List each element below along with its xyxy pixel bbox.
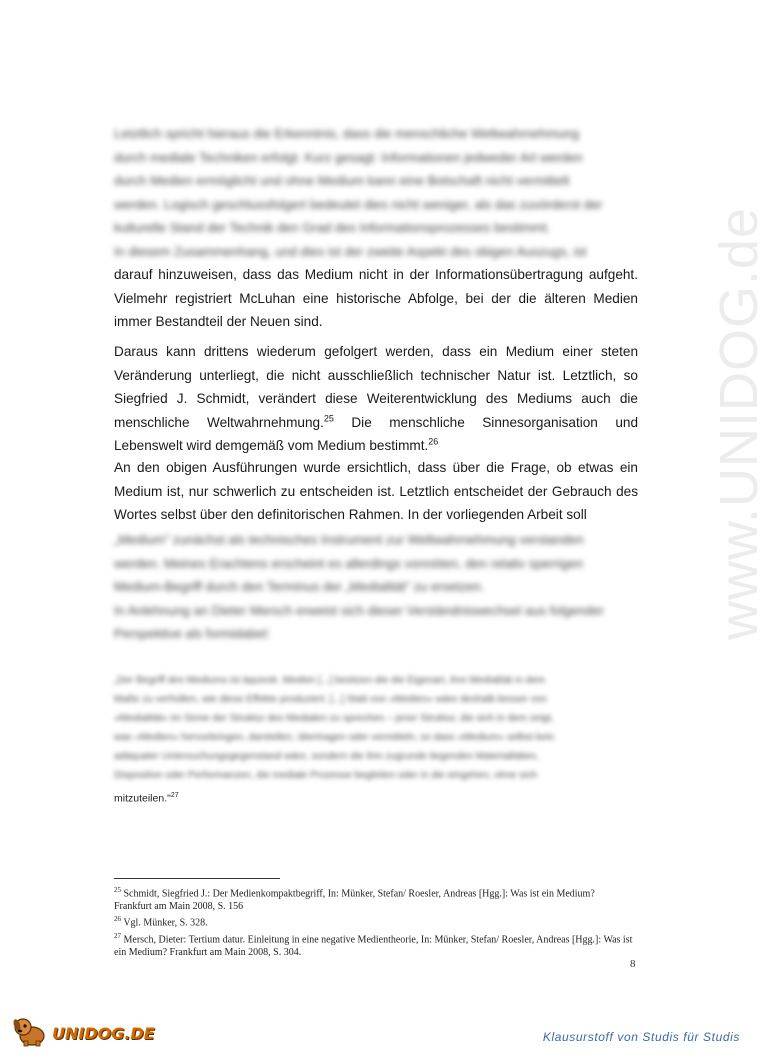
- blurred-line: durch mediale Techniken erfolgt. Kurz gesagt: Informationen jedweder Art werden: [114, 149, 583, 165]
- footnote-number: 25: [114, 886, 121, 894]
- blurred-line: Perspektive als formidabel:: [114, 626, 271, 641]
- logo-text: UNIDOG.DE: [52, 1023, 155, 1043]
- footnote-item: [114, 930, 634, 959]
- footnote-divider: [114, 878, 280, 879]
- blurred-quote-line: was »Medien« hervorbringen, darstellen, übertragen oder vermitteln, so dass »Medium« selbst kein: [114, 732, 555, 743]
- footnote-ref-26: 26: [428, 436, 439, 447]
- blurred-quote: [114, 671, 638, 785]
- blurred-line: kulturelle Stand der Technik den Grad des Informationsprozesses bestimmt.: [114, 220, 551, 235]
- quote-end: [114, 792, 179, 805]
- watermark: www.UNIDOG.de: [709, 206, 769, 640]
- blurred-line: In diesem Zusammenhang, und dies ist der zweite Aspekt des obigen Auszugs, ist: [114, 243, 587, 259]
- blurred-line: Letztlich spricht hieraus die Erkenntnis, dass die menschliche Weltwahrnehmung: [114, 126, 580, 141]
- blurred-line: werden. Logisch geschlussfolgert bedeutet dies nicht weniger, als das zuvörderst der: [114, 196, 603, 212]
- blurred-line: durch Medien ermöglicht und ohne Medium kann eine Botschaft nicht vermittelt: [114, 173, 570, 188]
- blurred-line: werden. Meines Erachtens erscheint es allerdings vonnöten, den relativ sperrigen: [114, 555, 583, 571]
- blurred-text-top: [114, 122, 638, 263]
- footnotes: [114, 884, 634, 959]
- footnote-item: [114, 913, 634, 930]
- footnote-number: 27: [114, 931, 121, 940]
- footnote-text: Mersch, Dieter: Tertium datur. Einleitung in eine negative Medientheorie, In: Münker, Stefan/ Roesler, Andreas [Hgg.]: Was ist ein Medium? Frankfurt am Main 2008, S. 304.: [114, 934, 633, 958]
- blurred-line: „Medium" zunächst als technisches Instrument zur Weltwahrnehmung verstanden: [114, 532, 584, 547]
- footnote-text: Vgl. Münker, S. 328.: [123, 917, 208, 929]
- blurred-quote-line: „Der Begriff des Mediums ist äquivok. Medien [...] besitzen die die Eigenart, ihre Medialität in dem: [114, 675, 546, 686]
- paragraph-1: darauf hinzuweisen, dass das Medium nicht in der Informationsübertragung aufgeht. Vielmehr registriert McLuhan eine historische Abfolge, bei der die älteren Medien immer Bestandteil der Neuen sind.: [114, 267, 638, 329]
- blurred-quote-line: Maße zu verhüllen, wie diese Effekte produziert. [...] Statt von »Medien« wäre deshalb besser von: [114, 694, 547, 705]
- unidog-logo[interactable]: [10, 1016, 155, 1050]
- paragraph-2-text-a: Daraus kann drittens wiederum gefolgert werden, dass ein Medium einer steten Veränderung unterliegt, die nicht ausschließlich technischer Natur ist. Letztlich, so Siegfried J. Schmidt, verändert diese Weiterentwicklung des Mediums auch die menschliche Weltwahrnehmung.: [114, 344, 638, 430]
- page-number: 8: [630, 958, 636, 970]
- footnote-ref-27: 27: [170, 792, 179, 799]
- footnote-ref-25: 25: [323, 412, 334, 423]
- footnote-item: [114, 884, 634, 913]
- paragraph-2: [114, 340, 638, 458]
- blurred-line: In Anlehnung an Dieter Mersch erweist sich dieser Verständniswechsel aus folgender: [114, 602, 604, 618]
- quote-end-text: mitzuteilen.": [114, 792, 171, 805]
- footnote-text: Schmidt, Siegfried J.: Der Medienkompaktbegriff, In: Münker, Stefan/ Roesler, Andreas [Hgg.]: Was ist ein Medium? Frankfurt am Main 2008, S. 156: [114, 888, 595, 912]
- dog-icon: [10, 1014, 50, 1053]
- blurred-quote-line: »Medialität« im Sinne der Struktur des Medialen zu sprechen – jener Struktur, die sich in dem zeigt,: [114, 713, 554, 724]
- blurred-text-mid: [114, 528, 638, 646]
- blurred-line: Medium-Begriff durch den Terminus der „Medialität" zu ersetzen.: [114, 579, 485, 594]
- blurred-quote-line: adäquater Untersuchungsgegenstand wäre, sondern die ihm zugrunde liegenden Materialitäten,: [114, 751, 539, 762]
- paragraph-2-text-b: Die menschliche Sinnesorganisation und Lebenswelt wird demgemäß vom Medium bestimmt.: [114, 414, 638, 453]
- blurred-quote-line: Dispositive oder Performanzen, die mediale Prozesse begleiten oder in die eingehen, ohne sich: [114, 770, 538, 781]
- paragraph-3: An den obigen Ausführungen wurde ersichtlich, dass über die Frage, ob etwas ein Medium ist, nur schwerlich zu entscheiden ist. Letztlich entscheidet der Gebrauch des Wortes selbst über den definitorischen Rahmen. In der vorliegenden Arbeit soll: [114, 460, 638, 522]
- footnote-number: 26: [114, 915, 121, 924]
- slogan: Klausurstoff von Studis für Studis: [542, 1030, 740, 1044]
